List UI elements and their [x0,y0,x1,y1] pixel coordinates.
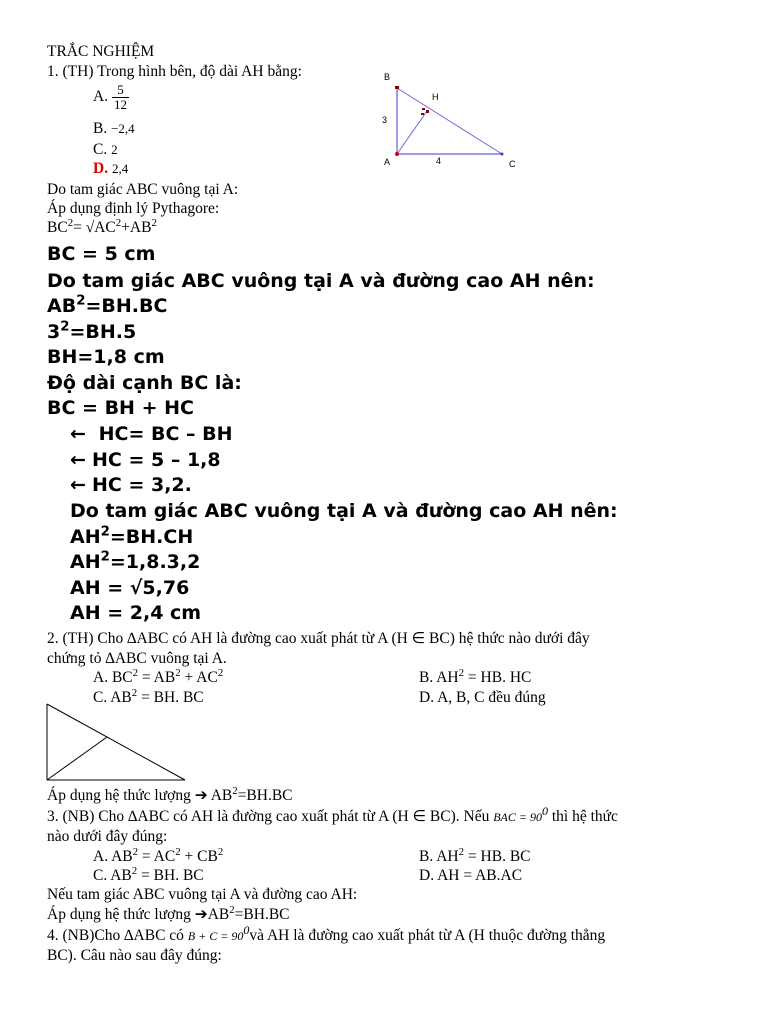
option-text: = HB. BC [464,848,531,865]
arrow-right-icon: ➔ [194,787,208,804]
option-letter: A. [93,88,109,106]
q2-answer [47,784,293,805]
explain-bold: Do tam giác ABC vuông tại A và đường cao AH nên: [70,500,618,522]
label-b: B [384,72,391,82]
label-a: A [384,157,391,167]
exponent: 2 [458,666,465,679]
option-letter: C. [93,141,108,158]
formula-part: HC = 5 – 1,8 [92,449,221,471]
q1-stem: 1. (TH) Trong hình bên, độ dài AH bằng: [47,63,302,80]
label-h: H [432,92,439,102]
explain-bold: Do tam giác ABC vuông tại A và đường cao AH nên: [47,270,595,292]
q3-stem: nào dưới đây đúng: [47,828,168,845]
option-text: B. AH [419,848,459,865]
formula-part: HC= BC – BH [98,423,233,445]
explain-bold [70,423,233,445]
explain-formula [47,216,157,237]
option-text: C. AB [93,867,132,884]
explain-bold [47,295,167,317]
stem-text: và AH là đường cao xuất phát từ A (H thuộc đường thẳng [249,927,606,944]
segment-ah [397,111,427,154]
right-angle-mark [421,113,424,115]
formula-part: AH [70,526,101,548]
fraction-denominator: 12 [113,97,127,112]
explain-line: Áp dụng định lý Pythagore: [47,200,220,217]
explain-bold: AH = 2,4 cm [70,602,202,624]
q3-option-d[interactable]: D. AH = AB.AC [419,867,523,884]
point-h [426,110,429,113]
q2-triangle-figure [45,702,190,784]
right-angle-mark [422,108,425,110]
exponent: 2 [175,845,181,858]
angle-expression: BAC = 90 [493,810,542,824]
option-text: + CB [180,848,218,865]
formula-part: =BH.5 [69,321,137,343]
answer-text: AB [207,787,233,804]
exponent: 2 [115,216,122,229]
segment-bc [397,88,502,154]
option-text: = BH. BC [137,689,204,706]
exponent: 2 [76,293,86,309]
answer-text: AB [207,906,230,923]
fraction [112,83,129,112]
formula-part: HC = 3,2. [92,474,192,496]
option-text: B. AH [419,669,459,686]
point-a [395,152,399,156]
q2-option-d[interactable]: D. A, B, C đều đúng [419,689,546,706]
q3-explain [47,903,290,924]
section-heading: TRẮC NGHIỆM [47,43,155,60]
degree: 0 [541,803,548,818]
explain-bold: AH = √5,76 [70,577,190,599]
q2-option-b[interactable] [419,666,532,687]
q3-explain: Nếu tam giác ABC vuông tại A và đường cao AH: [47,886,358,903]
exponent: 2 [229,903,235,916]
q4-stem: BC). Câu nào sau đây đúng: [47,947,222,964]
explain-bold [70,526,193,548]
q2-option-a[interactable] [93,666,224,687]
formula-part: 3 [47,321,61,343]
exponent: 2 [151,216,157,229]
q1-option-d[interactable] [93,160,128,178]
stem-text: 3. (NB) Cho ∆ABC có AH là đường cao xuất phát từ A (H ∈ BC). Nếu [47,808,494,825]
option-text: + AC [180,669,218,686]
label-ab-length: 3 [382,115,388,125]
answer-text: =BH.BC [237,787,293,804]
exponent: 2 [67,216,74,229]
degree: 0 [243,922,250,937]
q3-option-a[interactable] [93,845,224,866]
arrow-left-icon: ← [70,423,86,445]
segment-ah [47,737,107,780]
formula-part: =1,8.3,2 [109,551,201,573]
exponent: 2 [131,686,138,699]
option-text: = AC [138,848,176,865]
exponent: 2 [458,845,465,858]
option-text: = HB. HC [464,669,532,686]
exponent: 2 [131,864,138,877]
formula-part: =BH.CH [109,526,194,548]
q1-option-c[interactable] [93,141,118,159]
explain-bold: BC = BH + HC [47,397,194,419]
option-text: A. AB [93,848,133,865]
label-ac-length: 4 [436,156,442,166]
label-c: C [509,159,516,169]
explain-bold [47,321,136,343]
option-text: = BH. BC [137,867,204,884]
stem-text: 4. (NB)Cho ∆ABC có [47,927,188,944]
exponent: 2 [232,784,238,797]
formula-part: +AB [121,219,152,236]
exponent: 2 [60,319,70,335]
q1-option-b[interactable] [93,120,135,138]
explain-bold: Độ dài cạnh BC là: [47,372,242,394]
q2-stem: 2. (TH) Cho ∆ABC có AH là đường cao xuất phát từ A (H ∈ BC) hệ thức nào dưới đây [47,630,590,647]
explain-bold [70,551,200,573]
q1-option-a[interactable] [93,83,129,112]
exponent: 2 [175,666,181,679]
option-text: C. AB [93,689,132,706]
formula-part: = √AC [73,219,116,236]
q4-stem [47,922,606,945]
q3-option-c[interactable] [93,864,204,885]
option-text: = AB [138,669,176,686]
point-b [395,86,399,89]
formula-part: AB [47,295,77,317]
arrow-right-icon: ➔ [194,906,208,923]
exponent: 2 [132,666,139,679]
formula-part: BC [47,219,68,236]
option-letter-correct: D. [93,160,109,177]
q3-stem [47,803,618,826]
option-text: A. BC [93,669,133,686]
option-value: 2 [111,142,118,157]
q1-triangle-figure [375,68,525,173]
q3-option-b[interactable] [419,845,531,866]
explain-bold: BC = 5 cm [47,243,156,265]
answer-text: Áp dụng hệ thức lượng [47,787,195,804]
point-c [501,153,504,156]
option-letter: B. [93,120,108,137]
exponent: 2 [217,845,224,858]
formula-part: =BH.BC [85,295,168,317]
explain-bold [70,449,221,471]
exponent: 2 [100,524,110,540]
option-value: 2,4 [111,161,129,176]
angle-expression: B + C = 90 [187,929,244,943]
segment-bc [47,704,185,780]
answer-text: Áp dụng hệ thức lượng [47,906,195,923]
exponent: 2 [132,845,139,858]
exponent: 2 [100,549,110,565]
explain-bold [70,474,192,496]
exponent: 2 [217,666,224,679]
q2-stem: chứng tỏ ∆ABC vuông tại A. [47,650,227,667]
fraction-numerator: 5 [112,83,129,98]
arrow-left-icon: ← [70,474,86,496]
explain-bold: BH=1,8 cm [47,346,165,368]
arrow-left-icon: ← [70,449,86,471]
formula-part: AH [70,551,101,573]
stem-text: thì hệ thức [547,808,618,825]
option-value: −2,4 [111,121,135,136]
answer-text: =BH.BC [234,906,290,923]
explain-line: Do tam giác ABC vuông tại A: [47,181,239,198]
